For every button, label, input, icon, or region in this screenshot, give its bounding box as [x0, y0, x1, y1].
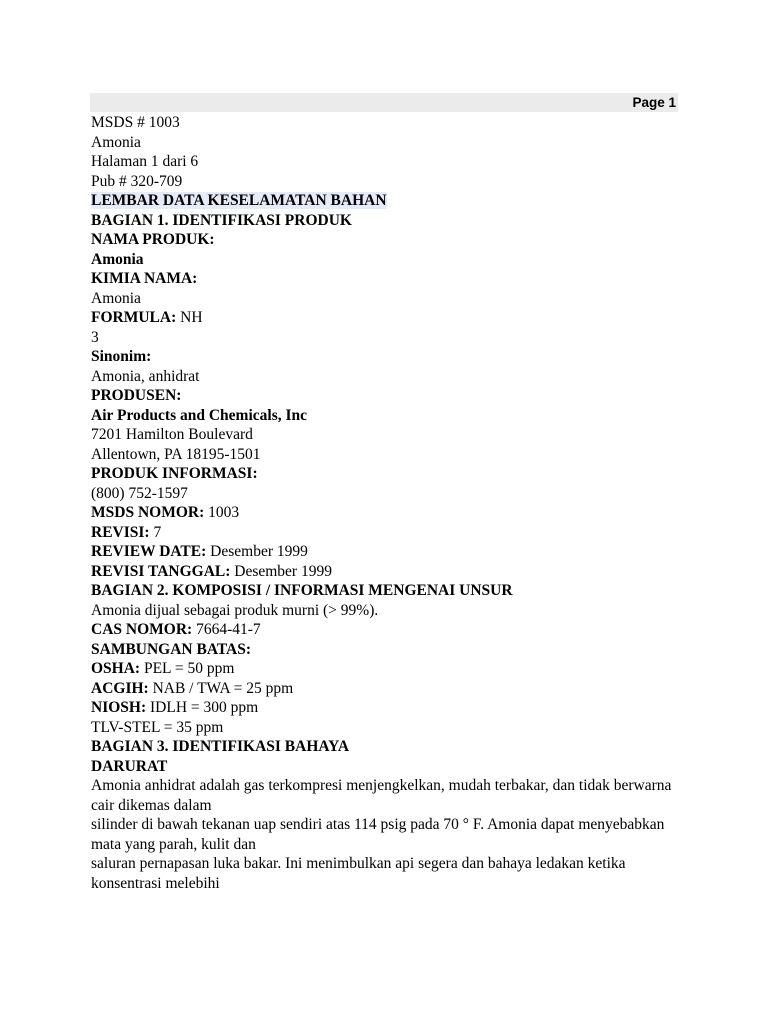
address-line-1: 7201 Hamilton Boulevard: [91, 426, 253, 443]
revision-date-value: Desember 1999: [234, 562, 332, 580]
review-date-value: Desember 1999: [210, 543, 308, 560]
synonym-value: Amonia, anhidrat: [91, 367, 200, 385]
section-3-heading: BAGIAN 3. IDENTIFIKASI BAHAYA: [91, 738, 350, 755]
formula-line: [91, 308, 691, 328]
chemical-name-value: Amonia: [91, 289, 141, 307]
osha-value: PEL = 50 ppm: [143, 660, 235, 677]
cas-number-value: 7664-41-7: [196, 621, 261, 638]
niosh-label: NIOSH:: [91, 699, 147, 716]
formula-label: FORMULA:: [91, 309, 177, 326]
revision-date-field: [91, 562, 691, 582]
synonym-label: Sinonim:: [91, 348, 152, 365]
revision-value: 7: [153, 523, 162, 541]
page-header-bar: [90, 93, 678, 112]
osha-label: OSHA:: [91, 660, 141, 677]
manufacturer-name: Air Products and Chemicals, Inc: [91, 406, 308, 424]
cas-number-label: CAS NOMOR:: [91, 621, 193, 638]
document-title: [91, 191, 691, 211]
document-body: [91, 113, 691, 893]
formula-subscript: 3: [91, 328, 99, 346]
product-name-label: NAMA PRODUK:: [91, 231, 215, 248]
msds-number-field: [91, 503, 691, 523]
document-title-text: LEMBAR DATA KESELAMATAN BAHAN: [91, 192, 387, 209]
product-info-phone: (800) 752-1597: [91, 484, 188, 502]
page-number-label: Page 1: [632, 95, 676, 110]
tlv-stel-line: TLV-STEL = 35 ppm: [91, 718, 224, 736]
osha-field: [91, 659, 691, 679]
formula-value: NH: [180, 309, 203, 326]
niosh-field: [91, 698, 691, 718]
revision-field: [91, 523, 691, 543]
review-date-label: REVIEW DATE:: [91, 543, 207, 560]
revision-label: REVISI:: [91, 523, 150, 541]
msds-number-line: MSDS # 1003: [91, 114, 180, 131]
address-line-2: Allentown, PA 18195-1501: [91, 445, 261, 463]
manufacturer-label: PRODUSEN:: [91, 387, 182, 404]
emergency-paragraph-3: saluran pernapasan luka bakar. Ini menimbulkan api segera dan bahaya ledakan ketika konsentrasi melebihi: [91, 855, 626, 892]
emergency-paragraph-2: silinder di bawah tekanan uap sendiri atas 114 psig pada 70 ° F. Amonia dapat menyebabkan mata yang parah, kulit dan: [91, 816, 665, 853]
product-name-value: Amonia: [91, 250, 144, 268]
acgih-field: [91, 679, 691, 699]
acgih-value: NAB / TWA = 25 ppm: [152, 679, 294, 697]
section-2-text: Amonia dijual sebagai produk murni (> 99%).: [91, 601, 379, 619]
emergency-paragraph-1: Amonia anhidrat adalah gas terkompresi menjengkelkan, mudah terbakar, dan tidak berwarna cair dikemas dalam: [91, 777, 672, 814]
chemical-name-label: KIMIA NAMA:: [91, 270, 198, 287]
section-1-heading: BAGIAN 1. IDENTIFIKASI PRODUK: [91, 211, 352, 229]
section-2-heading: BAGIAN 2. KOMPOSISI / INFORMASI MENGENAI UNSUR: [91, 582, 513, 599]
msds-number-label: MSDS NOMOR:: [91, 504, 205, 521]
msds-number-value: 1003: [208, 504, 240, 521]
cas-number-field: [91, 620, 691, 640]
emergency-label: DARURAT: [91, 757, 168, 775]
acgih-label: ACGIH:: [91, 679, 149, 697]
product-info-label: PRODUK INFORMASI:: [91, 465, 258, 482]
exposure-limits-label: SAMBUNGAN BATAS:: [91, 640, 252, 658]
review-date-field: [91, 542, 691, 562]
pagination-line: Halaman 1 dari 6: [91, 153, 199, 170]
niosh-value: IDLH = 300 ppm: [150, 699, 259, 716]
pub-number-line: Pub # 320-709: [91, 172, 183, 190]
product-name-line: Amonia: [91, 133, 141, 151]
revision-date-label: REVISI TANGGAL:: [91, 562, 231, 580]
